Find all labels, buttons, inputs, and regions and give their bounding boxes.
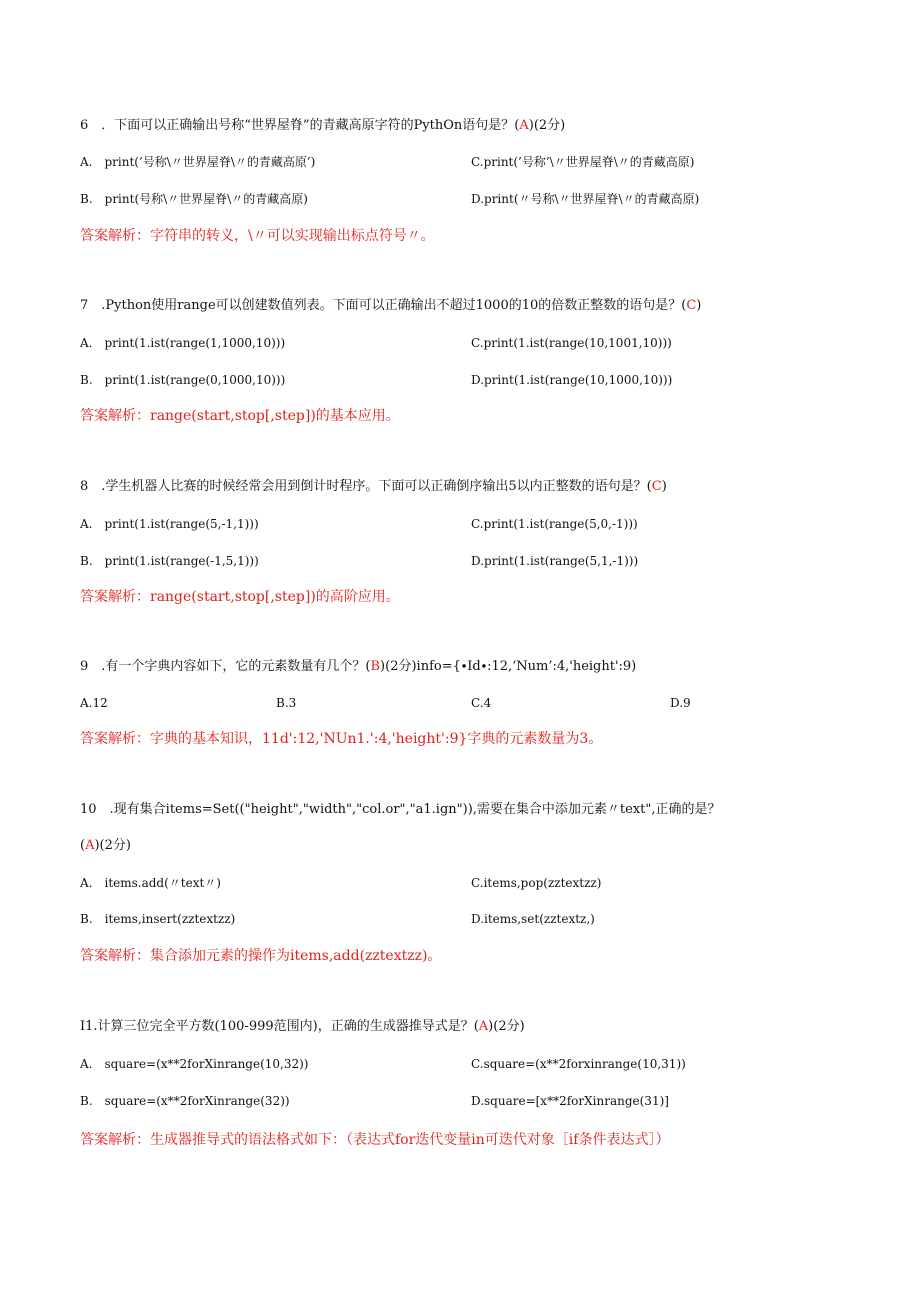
option-b: B. print(1.ist(range(-1,5,1))) bbox=[80, 554, 259, 568]
option-a: A. print(1.ist(range(1,1000,10))) bbox=[80, 336, 286, 350]
option-d: D.square=[x**2forXinrange(31)] bbox=[471, 1094, 669, 1108]
option-a: A. items.add(〃text〃) bbox=[80, 876, 221, 890]
option-d: D.print(1.ist(range(5,1,-1))) bbox=[471, 554, 639, 568]
option-b: B. items,insert(zztextzz) bbox=[80, 912, 236, 926]
question-7-stem: 7 .Python使用range可以创建数值列表。下面可以正确输出不超过1000的10的倍数正整数的语句是？(C) bbox=[80, 298, 702, 313]
answer-key: A bbox=[85, 838, 95, 853]
answer-analysis: 答案解析：集合添加元素的操作为items,add(zztextzz)。 bbox=[80, 948, 442, 964]
option-b: B.3 bbox=[276, 696, 297, 710]
question-6-stem: 6 ．下面可以正确输出号称“世界屋脊”的青藏高原字符的PythOn语句是？(A)(2分) bbox=[80, 118, 566, 133]
option-b: B. print(1.ist(range(0,1000,10))) bbox=[80, 373, 286, 387]
option-c: C.print(1.ist(range(5,0,-1))) bbox=[471, 517, 638, 531]
option-a: A.12 bbox=[80, 696, 108, 710]
answer-key: A bbox=[478, 1019, 489, 1034]
option-c: C.4 bbox=[471, 696, 492, 710]
option-a: A. print(’号称\〃世界屋脊\〃的青藏高原’) bbox=[80, 155, 316, 169]
option-a: A. square=(x**2forXinrange(10,32)) bbox=[80, 1057, 309, 1071]
option-b: B. print(号称\〃世界屋脊\〃的青藏高原) bbox=[80, 192, 308, 206]
option-b: B. square=(x**2forXinrange(32)) bbox=[80, 1094, 290, 1108]
answer-analysis: 答案解析：生成器推导式的语法格式如下：（表达式for迭代变量in可迭代对象［if条件表达式］） bbox=[80, 1132, 670, 1148]
option-d: D.print(1.ist(range(10,1000,10))) bbox=[471, 373, 673, 387]
answer-key: B bbox=[370, 659, 381, 674]
option-d: D.9 bbox=[670, 696, 691, 710]
option-d: D.items,set(zztextz,) bbox=[471, 912, 595, 926]
question-10-stem-cont: (A)(2分) bbox=[80, 838, 131, 853]
answer-key: C bbox=[651, 479, 662, 494]
option-c: C.print(1.ist(range(10,1001,10))) bbox=[471, 336, 672, 350]
question-11-stem: I1.计算三位完全平方数(100-999范围内)，正确的生成器推导式是？(A)(2分) bbox=[80, 1019, 525, 1034]
option-c: C.square=(x**2forxinrange(10,31)) bbox=[471, 1057, 686, 1071]
answer-analysis: 答案解析：range(start,stop[,step])的基本应用。 bbox=[80, 408, 400, 424]
question-9-stem: 9 .有一个字典内容如下，它的元素数量有几个？(B)(2分)info={∙Id∙:12,‘Num’:4,'height':9) bbox=[80, 659, 637, 674]
answer-key: A bbox=[519, 118, 529, 133]
question-8-stem: 8 .学生机器人比赛的时候经常会用到倒计时程序。下面可以正确倒序输出5以内正整数的语句是？(C) bbox=[80, 479, 667, 494]
option-a: A. print(1.ist(range(5,-1,1))) bbox=[80, 517, 259, 531]
option-d: D.print(〃号称\〃世界屋脊\〃的青藏高原) bbox=[471, 192, 700, 206]
answer-analysis: 答案解析：字符串的转义，\〃可以实现输出标点符号〃。 bbox=[80, 228, 435, 244]
answer-key: C bbox=[686, 298, 697, 313]
option-c: C.print(’号称’\〃世界屋脊\〃的青藏高原) bbox=[471, 155, 695, 169]
option-c: C.items,pop(zztextzz) bbox=[471, 876, 602, 890]
question-10-stem: 10 .现有集合items=Set(("height","width","col.or","a1.ign")),需要在集合中添加元素〃text",正确的是？ bbox=[80, 802, 721, 817]
answer-analysis: 答案解析：range(start,stop[,step])的高阶应用。 bbox=[80, 589, 400, 605]
answer-analysis: 答案解析：字典的基本知识，11d':12,'NUn1.':4,'height':9}字典的元素数量为3。 bbox=[80, 731, 603, 747]
